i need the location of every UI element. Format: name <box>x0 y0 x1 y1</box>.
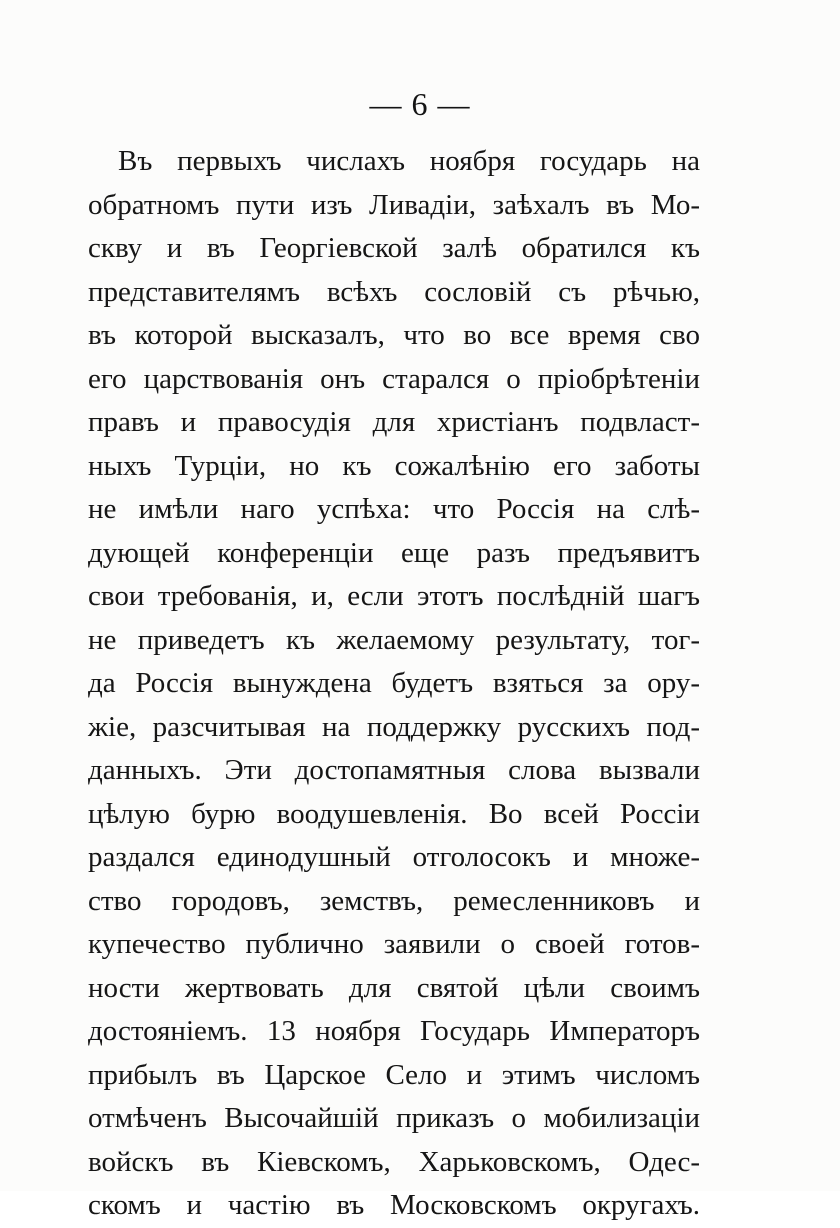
text-line: цѣлую бурю воодушевленія. Во всей Россіи <box>88 797 700 830</box>
text-line: отмѣченъ Высочайшій приказъ о мобилизаціи <box>88 1102 700 1134</box>
text-line: да Россія вынуждена будетъ взяться за ору- <box>88 667 700 699</box>
text-line: скву и въ Георгіевской залѣ обратился къ <box>88 232 700 264</box>
text-line: купечество публично заявили о своей готов- <box>88 928 700 960</box>
text-line: скомъ и частію въ Московскомъ округахъ. <box>88 1189 700 1221</box>
text-line: правъ и правосудія для христіанъ подвласт- <box>88 406 700 438</box>
text-line: ныхъ Турціи, но къ сожалѣнію его заботы <box>88 449 700 482</box>
text-line: войскъ въ Кіевскомъ, Харьковскомъ, Одес- <box>88 1145 700 1178</box>
text-line: Въ первыхъ числахъ ноября государь на <box>118 145 700 177</box>
text-line: раздался единодушный отголосокъ и множе- <box>88 841 700 873</box>
text-line: прибылъ въ Царское Село и этимъ числомъ <box>88 1058 700 1091</box>
text-line: дующей конференціи еще разъ предъявитъ <box>88 536 700 569</box>
text-line: свои требованія, и, если этотъ послѣдній шагъ <box>88 580 700 612</box>
text-line: достояніемъ. 13 ноября Государь Императоръ <box>88 1015 700 1047</box>
text-line: ности жертвовать для святой цѣли своимъ <box>88 971 700 1004</box>
text-line: не имѣли наго успѣха: что Россія на слѣ- <box>88 493 700 525</box>
text-line: данныхъ. Эти достопамятныя слова вызвали <box>88 754 700 786</box>
text-line: не приведетъ къ желаемому результату, тог- <box>88 623 700 656</box>
text-line: ство городовъ, земствъ, ремесленниковъ и <box>88 884 700 917</box>
text-line: представителямъ всѣхъ сословій съ рѣчью, <box>88 275 700 308</box>
text-line: въ которой высказалъ, что во все время сво <box>88 319 700 351</box>
text-line: его царствованія онъ старался о пріобрѣтеніи <box>88 362 700 395</box>
body-text <box>88 140 700 1228</box>
text-line: жіе, разсчитывая на поддержку русскихъ под- <box>88 710 700 743</box>
text-line: обратномъ пути изъ Ливадіи, заѣхалъ въ Мо- <box>88 188 700 221</box>
page-number: — 6 — <box>369 86 471 122</box>
